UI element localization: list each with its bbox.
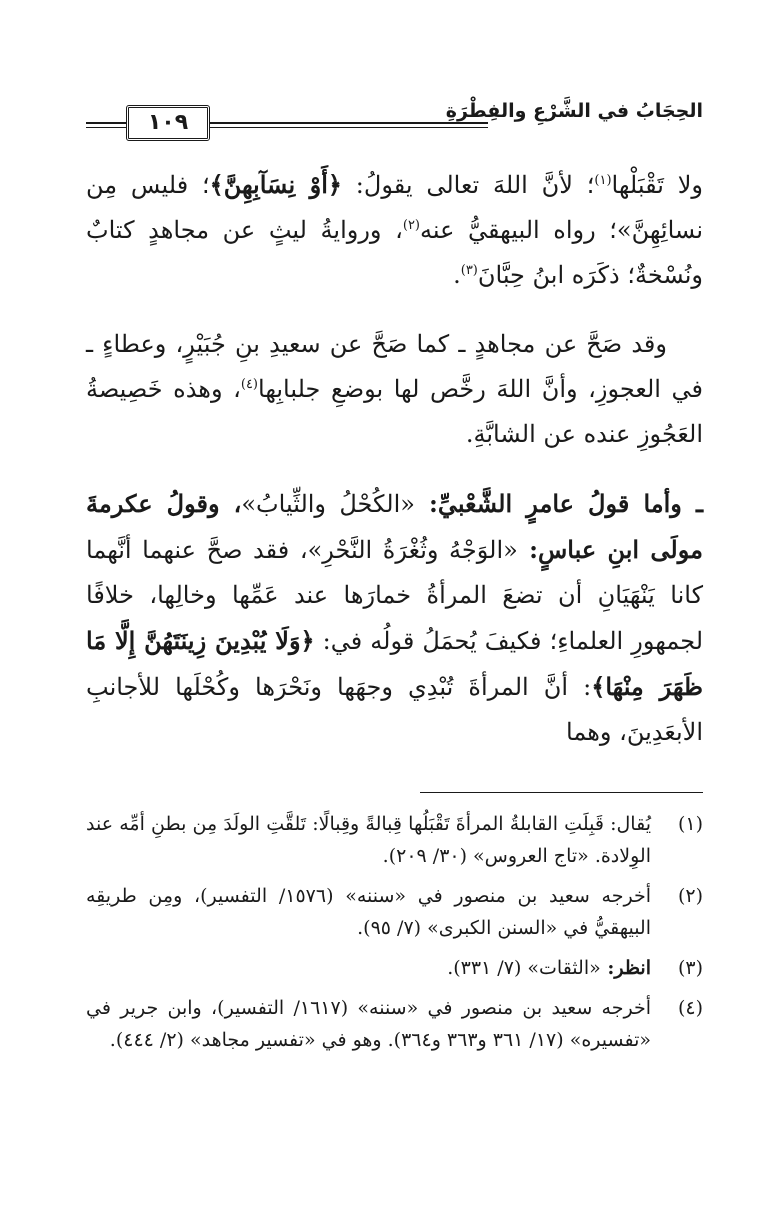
footnote-4	[86, 992, 703, 1056]
footnote-text: «الثقات» (٧/ ٣٣١).	[447, 957, 601, 979]
footnote-text: يُقال: قَبِلَتِ القابلةُ المرأةَ تَقْبَلُها قِبالةً وقِبالًا: تَلقَّتِ الولَدَ مِن بطنِ أمِّه عند الوِلادة. «تاج العروس» (٣٠/ ٢٠٩).	[86, 813, 651, 867]
text-run: وقد صَحَّ عن مجاهدٍ ـ كما صَحَّ عن سعيدِ بنِ جُبَيْرٍ، وعطاءٍ ـ في العجوزِ، وأنَّ اللهَ رخَّص لها بوضعِ جلبابِها	[86, 330, 703, 403]
bold-run: ـ وأما قولُ عامرٍ الشَّعْبيِّ:	[414, 489, 703, 518]
text-run: «الكُحْلُ والثِّيابُ»	[241, 490, 415, 518]
main-text	[86, 162, 703, 755]
footnotes	[86, 808, 703, 1064]
text-run: ؛ لأنَّ اللهَ تعالى يقولُ:	[341, 171, 595, 199]
footnote-ref-3: (٣)	[460, 263, 478, 278]
text-run: ؛ فليس مِن نسائِهِنَّ»؛ رواه البيهقيُّ عنه	[86, 171, 704, 244]
footnote-separator	[420, 792, 703, 793]
paragraph-2	[86, 322, 703, 457]
text-run: «الوَجْهُ وثُغْرَةُ النَّحْرِ»، فقد صحَّ عنهما أنَّهما كانا يَنْهَيَانِ أن تضعَ المرأةُ خمارَها عند عَمِّها وخالِها، خلافًا لجمهورِ العلماءِ؛ فكيفَ يُحمَلُ قولُه في:	[86, 536, 704, 655]
text-run: ، وهذه خَصِيصةُ العَجُوزِ عنده عن الشابَّةِ.	[86, 375, 703, 448]
footnote-number: (٤)	[677, 997, 703, 1019]
footnote-number: (٣)	[677, 957, 703, 979]
footnote-number: (٢)	[677, 885, 703, 907]
text-run: .	[453, 261, 461, 289]
text-run: ولا تَقْبَلْها	[611, 171, 703, 199]
bold-run: ، وقولُ عكرمةَ مولَى ابنِ عباسٍ:	[86, 489, 703, 564]
footnote-text: أخرجه سعيد بن منصور في «سننه» (١٥٧٦/ التفسير)، ومِن طريقِه البيهقيُّ في «السنن الكبرى» (٧/ ٩٥).	[86, 885, 651, 939]
footnote-ref-2: (٢)	[402, 218, 420, 233]
footnote-bold-label: انظر:	[600, 957, 651, 979]
running-title: الحِجَابُ في الشَّرْعِ والفِطْرَةِ	[445, 100, 703, 122]
footnote-1	[86, 808, 703, 872]
footnote-2	[86, 880, 703, 944]
footnote-text: أخرجه سعيد بن منصور في «سننه» (١٦١٧/ التفسير)، وابن جرير في «تفسيره» (١٧/ ٣٦١ و٣٦٣ و٣٦٤). وهو في «تفسير مجاهد» (٢/ ٤٤٤).	[86, 997, 651, 1051]
page-header	[86, 92, 703, 148]
paragraph-1	[86, 162, 703, 298]
paragraph-3	[86, 481, 703, 755]
footnote-ref-1: (١)	[594, 173, 612, 188]
footnote-ref-4: (٤)	[240, 377, 258, 392]
quran-verse: ﴿وَلَا يُبْدِينَ زِينَتَهُنَّ إِلَّا مَا ظَهَرَ مِنْهَا﴾	[86, 626, 703, 701]
page-number: ١٠٩	[126, 105, 210, 141]
footnote-number: (١)	[677, 813, 703, 835]
footnote-3	[86, 952, 703, 984]
text-run: ، وروايةُ ليثٍ عن مجاهدٍ كتابٌ ونُسْخةٌ؛ ذكَرَه ابنُ حِبَّانَ	[86, 216, 703, 289]
text-run: : أنَّ المرأةَ تُبْدِي وجهَها ونَحْرَها وكُحْلَها للأجانبِ الأبعَدِينَ، وهما	[86, 673, 703, 746]
quran-verse: ﴿أَوْ نِسَآبِهِنَّ﴾	[209, 170, 342, 199]
